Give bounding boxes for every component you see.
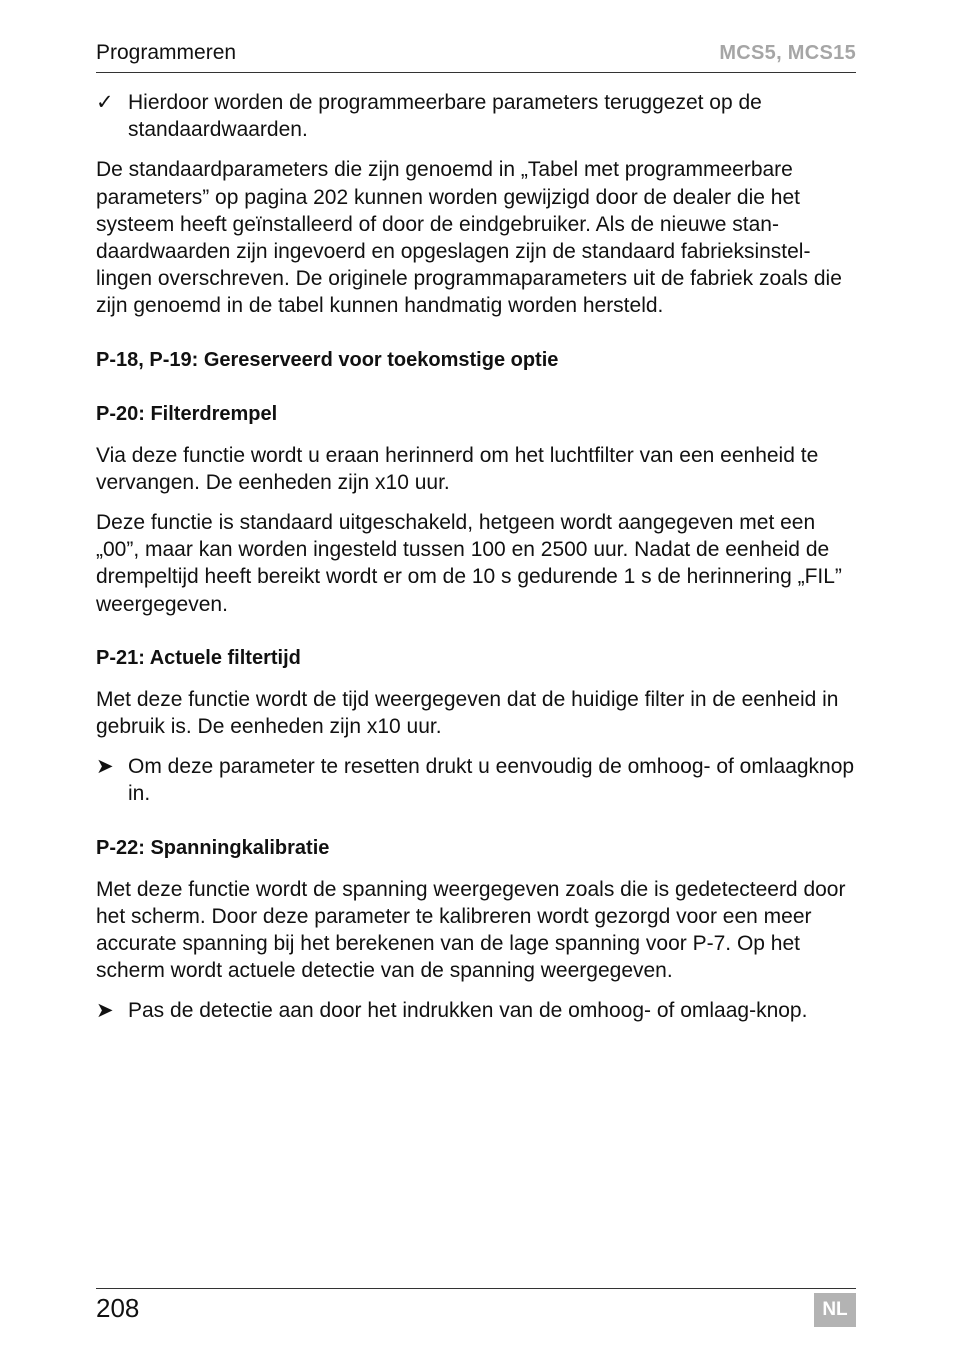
p22-paragraph-1: Met deze functie wordt de spanning weergegeven zoals die is gedetecteerd door het scherm. Door deze parameter te kalibreren wordt gezorgd voor een meer accurate spanning bij het berekenen van de lage spanning voor P-7. Op het scherm wordt actuele detectie van de spanning weergegeven. [96, 877, 846, 983]
heading-p22: P-22: Spanningkalibratie [96, 836, 330, 859]
page-footer [96, 1288, 856, 1323]
p21-action-item [96, 753, 858, 807]
intro-paragraph: De standaardparameters die zijn genoemd in „Tabel met programmeerbare parameters” op pagina 202 kunnen worden gewijzigd door de dealer die het systeem heeft geïnstalleerd of door de eindgebruiker. Als de nieuwe standaardwaarden zijn ingevoerd en opgeslagen zijn de standaard fabrieksinstellingen overschreven. De originele programmaparameters uit de fabriek zoals die zijn genoemd in de tabel kunnen handmatig worden hersteld. [96, 158, 842, 318]
language-badge: NL [814, 1293, 856, 1327]
check-list-item [96, 89, 858, 143]
section-title: Programmeren [96, 41, 237, 64]
arrow-right-icon: ➤ [96, 755, 114, 779]
p22-action-item [96, 997, 858, 1024]
p21-paragraph-1: Met deze functie wordt de tijd weergegeven dat de huidige filter in de eenheid in gebruik is. De eenheden zijn x10 uur. [96, 687, 839, 739]
page-content [96, 89, 858, 1038]
page-header [96, 40, 856, 73]
page-number: 208 [96, 1293, 140, 1323]
check-icon: ✓ [96, 91, 114, 114]
p20-paragraph-2: Deze functie is standaard uitgeschakeld, hetgeen wordt aangegeven met een „00”, maar kan worden ingesteld tussen 100 en 2500 uur. Nadat de eenheid de drempeltijd heeft bereikt wordt er om de 10 s gedurende 1 s de herinnering „FIL” weergegeven. [96, 511, 842, 616]
heading-p21: P-21: Actuele filtertijd [96, 646, 301, 669]
p22-action-text: Pas de detectie aan door het indrukken van de omhoog- of omlaag-knop. [128, 999, 808, 1023]
arrow-right-icon: ➤ [96, 999, 114, 1023]
p21-action-text: Om deze parameter te resetten drukt u eenvoudig de omhoog- of omlaagknop in. [128, 755, 855, 806]
model-name: MCS5, MCS15 [719, 42, 856, 64]
heading-p18-p19: P-18, P-19: Gereserveerd voor toekomstige optie [96, 348, 559, 371]
check-item-text: Hierdoor worden de programmeerbare parameters teruggezet op de standaardwaarden. [128, 91, 762, 142]
p20-paragraph-1: Via deze functie wordt u eraan herinnerd om het luchtfilter van een eenheid te vervangen. De eenheden zijn x10 uur. [96, 443, 819, 494]
heading-p20: P-20: Filterdrempel [96, 402, 278, 425]
